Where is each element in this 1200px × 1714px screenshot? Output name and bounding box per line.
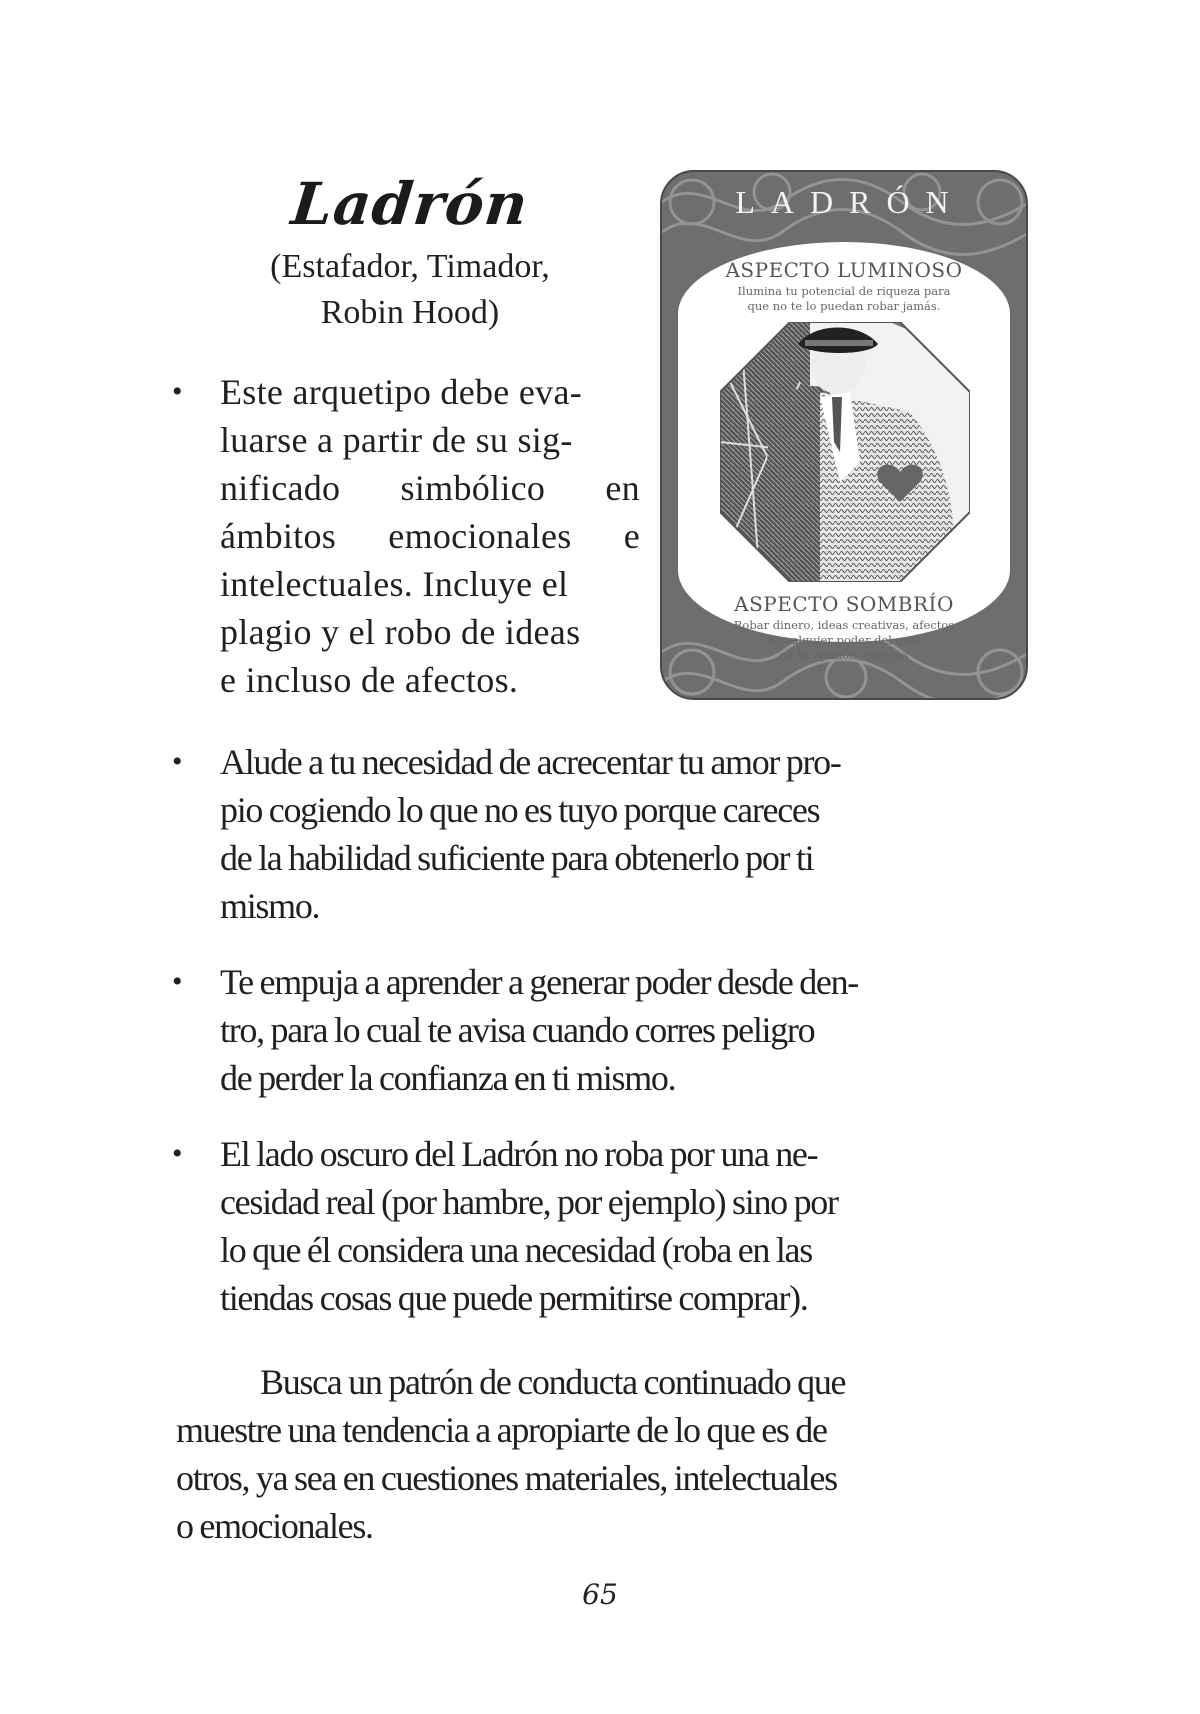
- bullet-item: [172, 958, 1022, 1102]
- archetype-card: [660, 170, 1028, 700]
- bullet-line: lo que él considera una necesidad (roba en las: [220, 1230, 812, 1270]
- luminous-aspect-text: [662, 284, 1026, 314]
- bullet-marker: •: [172, 375, 183, 408]
- bullet-item: [172, 1130, 1022, 1322]
- bullet-line: plagio y el robo de ideas: [220, 612, 581, 652]
- subtitle-line: Robin Hood): [320, 294, 500, 331]
- bullet-line: cesidad real (por hambre, por ejemplo) sino por: [220, 1182, 838, 1222]
- bullet-line: tro, para lo cual te avisa cuando corres peligro: [220, 1010, 815, 1050]
- bullet-line: mismo.: [220, 886, 320, 926]
- bullet-line: pio cogiendo lo que no es tuyo porque careces: [220, 790, 820, 830]
- word: en: [605, 468, 640, 508]
- bullet-line: [220, 512, 640, 560]
- bullet-marker: •: [172, 965, 182, 998]
- bullet-item: [172, 738, 1022, 930]
- bullet-marker: •: [172, 745, 182, 778]
- shadow-aspect-text: [662, 618, 1026, 663]
- paragraph-line: Busca un patrón de conducta continuado que: [260, 1362, 846, 1402]
- bullet-line: Alude a tu necesidad de acrecentar tu amor pro-: [220, 742, 841, 782]
- bullet-line: de perder la confianza en ti mismo.: [220, 1058, 676, 1098]
- luminous-aspect-title: ASPECTO LUMINOSO: [725, 258, 963, 282]
- word: ámbitos: [220, 516, 337, 556]
- subtitle-line: (Estafador, Timador,: [270, 248, 550, 285]
- word: simbólico: [400, 468, 546, 508]
- page-title: Ladrón: [288, 170, 532, 238]
- bullet-line: Te empuja a aprender a generar poder desde den-: [220, 962, 858, 1002]
- bullet-line: de la habilidad suficiente para obtenerlo por ti: [220, 838, 814, 878]
- bullet-line: tiendas cosas que puede permitirse comprar).: [220, 1278, 808, 1318]
- word: e: [623, 516, 640, 556]
- bullet-line: Este arquetipo debe eva-: [220, 372, 583, 412]
- thief-illustration: [720, 322, 970, 582]
- bullet-line: e incluso de afectos.: [220, 660, 519, 700]
- shadow-line: Robar dinero, ideas creativas, afectos: [733, 618, 955, 632]
- bullet-marker: •: [172, 1137, 182, 1170]
- bullet-line: El lado oscuro del Ladrón no roba por una ne-: [220, 1134, 818, 1174]
- bullet-item: [172, 368, 640, 704]
- paragraph-line: otros, ya sea en cuestiones materiales, intelectuales: [176, 1458, 837, 1498]
- card-name: LADRÓN: [735, 184, 965, 220]
- bullet-line: [220, 464, 640, 512]
- bullet-line: intelectuales. Incluye el: [220, 564, 569, 604]
- page-subtitle: [200, 244, 620, 336]
- word: nificado: [220, 468, 341, 508]
- bullet-line: luarse a partir de su sig-: [220, 420, 573, 460]
- page-number: 65: [582, 1578, 618, 1611]
- luminous-line: que no te lo puedan robar jamás.: [747, 299, 941, 313]
- shadow-aspect-title: ASPECTO SOMBRÍO: [734, 592, 954, 616]
- word: emocionales: [388, 516, 572, 556]
- shadow-line: en tu opinión, careces: [779, 648, 909, 662]
- paragraph-line: muestre una tendencia a apropiarte de lo que es de: [176, 1410, 827, 1450]
- closing-paragraph: [176, 1358, 1022, 1550]
- shadow-line: o cualquier poder del que,: [767, 633, 921, 647]
- luminous-line: Ilumina tu potencial de riqueza para: [737, 284, 951, 298]
- paragraph-line: o emocionales.: [176, 1506, 373, 1546]
